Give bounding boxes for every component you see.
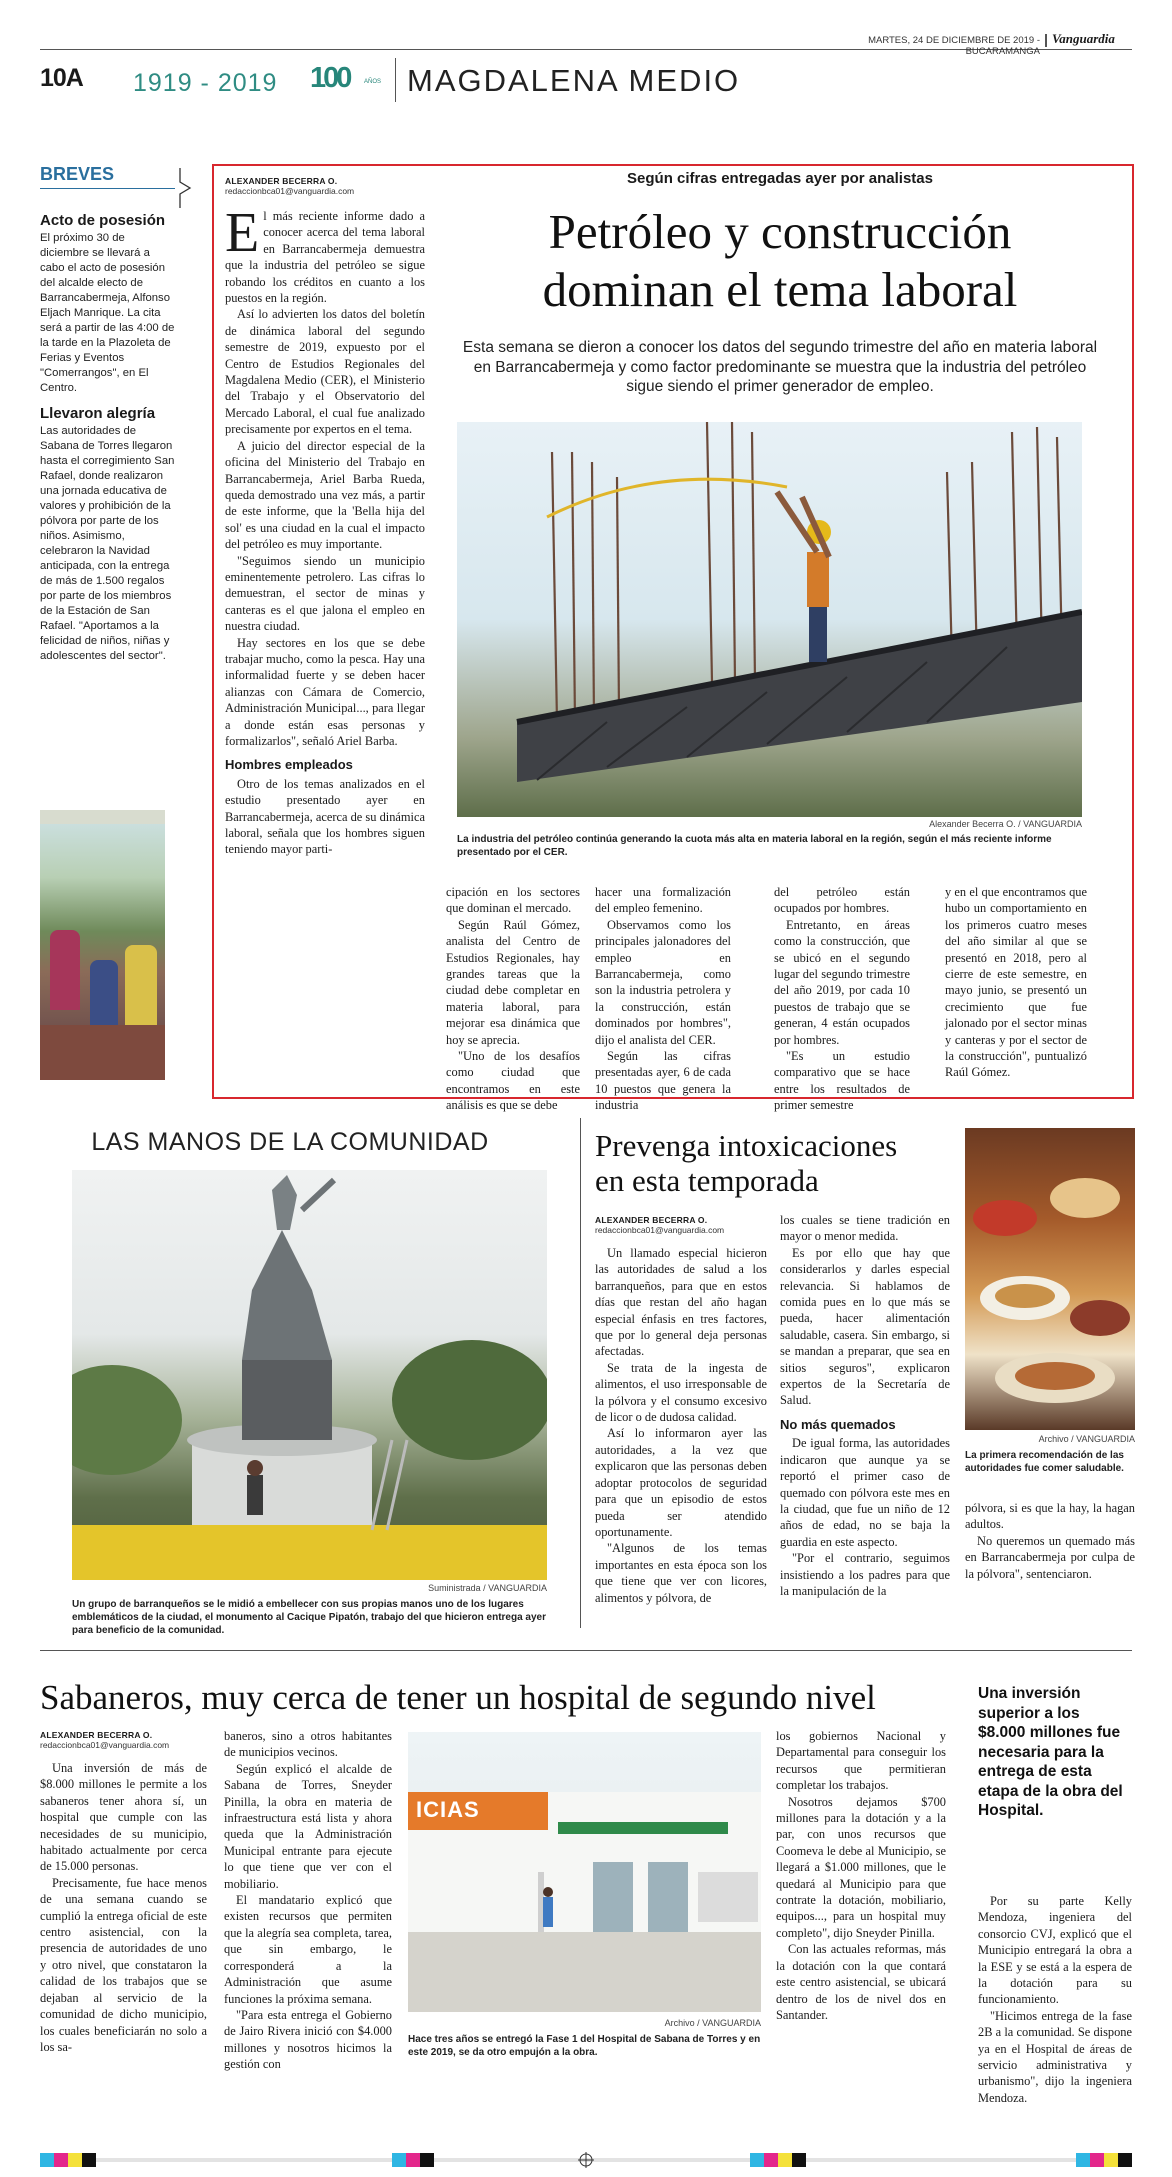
breves-photo <box>40 810 165 1080</box>
lead-paragraph: Así lo advierten los datos del boletín de dinámica laboral del segundo semestre de 2019, expuesto por el Centro de Estudios Regionales del Magdalena Medio (CER), el Ministerio del Trabajo y el Observatorio del Mercado Laboral, el cual fue analizado precisamente por expertos en el tema. <box>225 307 425 437</box>
intox-photo <box>965 1128 1135 1430</box>
dropcap: E <box>225 202 260 264</box>
breve-item <box>40 213 175 396</box>
lead-paragraph: Según las cifras presentadas ayer, 6 de cada 10 puestos que genera la industria <box>595 1049 731 1113</box>
hospital-photo <box>408 1732 761 2012</box>
hospital-byline <box>40 1730 169 1750</box>
intox-paragraph: Así lo informaron ayer las autoridades, a la vez que explicaron que las personas deben adoptar protocolos de seguridad para que un episodio de estos pueda ser atendido oportunamente. <box>595 1426 767 1539</box>
intox-paragraph: pólvora, si es que la hay, la hagan adultos. <box>965 1501 1135 1532</box>
hospital-paragraph: Por su parte Kelly Mendoza, ingeniera del consorcio CVJ, explicó que el Municipio entregará la obra a la ESE y se está a la espera de la dotación para su funcionamiento. <box>978 1894 1132 2007</box>
reg-mark-black <box>420 2153 434 2167</box>
hospital-paragraph: Nosotros dejamos $700 millones para la dotación y a la par, con unos recursos que Coomeva le debe al Municipio, se llegará a $1.000 millones, que le quedará al Municipio para que contrate la dotación, mobiliario, equipos..., para un hospital muy completo", dijo Sneyder Pinilla. <box>776 1794 946 1940</box>
intox-column-2 <box>780 1212 950 1599</box>
intox-headline <box>595 1128 975 1198</box>
lead-photo-caption: La industria del petróleo continúa generando la cuota más alta en materia laboral en la región, según el más reciente informe presentado por el CER. <box>457 834 1052 858</box>
lead-paragraph: "Seguimos siendo un municipio eminentemente petrolero. Las cifras lo demuestran, el sector de minas y canteras es el que jalona el empleo en nuestra ciudad. <box>225 553 425 634</box>
anniversary-logo <box>306 62 386 100</box>
hospital-paragraph: los gobiernos Nacional y Departamental para conseguir los recursos que permitieran completar los trabajos. <box>776 1729 946 1793</box>
hospital-paragraph: Con las actuales reformas, más la dotación con la que contará este centro asistencial, se ubicará dentro de los de nivel dos en Santander. <box>776 1942 946 2022</box>
byline-name: ALEXANDER BECERRA O. <box>595 1215 708 1225</box>
intox-column-3 <box>965 1500 1135 1582</box>
hospital-column-2 <box>224 1728 392 2073</box>
worker-jeans <box>809 607 827 662</box>
breve-text: Las autoridades de Sabana de Torres llegaron hasta el corregimiento San Rafael, donde realizaron una jornada educativa de valores y prohibición de la pólvora por parte de los niños. Asimismo, celebraron la Navidad anticipada, con la entrega de más de 1.500 regalos por parte de los miembros de la Estación de San Rafael. "Aportamos a la felicidad de niños, niñas y adolescentes del sector". <box>40 425 175 662</box>
intox-paragraph: "Por el contrario, seguimos insistiendo a los padres para que la manipulación de la <box>780 1551 950 1598</box>
intox-paragraph: "Algunos de los temas importantes en esta época son los que tiene que ver con licores, alimentos y pólvora, de <box>595 1541 767 1605</box>
anniversary-word: AÑOS <box>364 79 382 85</box>
intox-byline <box>595 1215 724 1235</box>
manos-photo <box>72 1170 547 1580</box>
hospital-sign: ICIAS <box>416 1797 480 1822</box>
date-line: MARTES, 24 DE DICIEMBRE DE 2019 - BUCARAMANGA <box>868 35 1040 57</box>
hospital-headline: Sabaneros, muy cerca de tener un hospital de segundo nivel <box>40 1678 876 1717</box>
page-number: 10A <box>40 64 83 92</box>
reg-mark-magenta <box>1090 2153 1104 2167</box>
monument-scene <box>72 1170 547 1580</box>
intox-subheading: No más quemados <box>780 1416 896 1432</box>
lead-paragraph: cipación en los sectores que dominan el mercado. <box>446 885 580 916</box>
byline-name: ALEXANDER BECERRA O. <box>40 1730 153 1740</box>
lead-column-4 <box>774 884 910 1114</box>
lead-deck: Esta semana se dieron a conocer los datos del segundo trimestre del año en materia laboral en Barrancabermeja y como factor predominante se muestra que la industria del petróleo sigue siendo el primer generador de empleo. <box>462 339 1098 395</box>
lead-paragraph: hacer una formalización del empleo femenino. <box>595 885 731 916</box>
reg-mark-cyan <box>1076 2153 1090 2167</box>
crowd-figure <box>50 930 80 1010</box>
page-header <box>0 0 1172 100</box>
hospital-scene <box>408 1732 761 2012</box>
reg-mark-black <box>792 2153 806 2167</box>
manos-photo-credit: Suministrada / VANGUARDIA <box>428 1583 547 1593</box>
lead-paragraph: Otro de los temas analizados en el estudio presentado ayer en Barrancabermeja, acerca de su dinámica laboral, señala que los hombres siguen teniendo mayor parti- <box>225 776 425 857</box>
section-title: MAGDALENA MEDIO <box>407 63 741 98</box>
lead-paragraph: A juicio del director especial de la oficina del Ministerio del Trabajo en Barrancabermeja, Ariel Barba Rueda, queda demostrado una vez más, a partir de este informe, que la 'Bella hija del sol' es una ciudad en la cual el impacto del petróleo es muy importante. <box>225 438 425 552</box>
crowd-ground <box>40 1025 165 1080</box>
bracket-icon <box>178 168 194 208</box>
column-rule <box>580 1118 581 1628</box>
food-scene <box>965 1128 1135 1430</box>
lead-paragraph: Observamos como los principales jalonadores del empleo en Barrancabermeja, como son la industria petrolera y la construcción, están dominados por hombres", dijo el analista del CER. <box>595 917 731 1047</box>
lead-column-1 <box>225 202 425 858</box>
registration-target-icon <box>578 2152 594 2168</box>
brand-logo: Vanguardia <box>1052 31 1115 46</box>
reg-mark-cyan <box>750 2153 764 2167</box>
headline-line: Prevenga intoxicaciones <box>595 1128 898 1163</box>
lead-kicker: Según cifras entregadas ayer por analistas <box>627 170 933 187</box>
section-rule <box>40 1650 1132 1651</box>
intox-paragraph: los cuales se tiene tradición en mayor o menor medida. <box>780 1213 950 1244</box>
lead-paragraph: "Es un estudio comparativo que se hace entre los resultados de primer semestre <box>774 1049 910 1113</box>
reg-mark-cyan <box>392 2153 406 2167</box>
lead-headline <box>440 203 1120 319</box>
lead-column-2 <box>446 884 580 1114</box>
anniversary-number: 100 <box>310 62 350 94</box>
intox-photo-credit: Archivo / VANGUARDIA <box>1038 1434 1135 1444</box>
hospital-paragraph: "Para esta entrega el Gobierno de Jairo Rivera inició con $4.000 millones y nosotros hicimos la gestión con <box>224 2007 392 2072</box>
byline-mail: redaccionbca01@vanguardia.com <box>40 1740 170 1750</box>
lead-subheading: Hombres empleados <box>225 757 353 773</box>
breve-item <box>40 406 175 664</box>
reg-mark-yellow <box>68 2153 82 2167</box>
hospital-paragraph: Precisamente, fue hace menos de una semana cuando se cumplió la entrega oficial de este centro asistencial, con la presencia de autoridades de uno y otro nivel, que constataron la calidad de los trabajos que se dejaban al servicio de la comunidad de dicho municipio, los cuales beneficiarán no solo a los sa- <box>40 1875 207 2054</box>
intox-paragraph: Se trata de la ingesta de alimentos, el uso irresponsable de la pólvora y el consumo excesivo de licor o de dudosa calidad. <box>595 1360 767 1425</box>
lead-byline <box>225 176 354 196</box>
worker-vest <box>807 552 829 607</box>
byline-mail: redaccionbca01@vanguardia.com <box>595 1225 725 1235</box>
hospital-photo-credit: Archivo / VANGUARDIA <box>664 2018 761 2028</box>
intox-paragraph: De igual forma, las autoridades indicaron que aunque ya se reportó el primer caso de quemado con pólvora este mes en la ciudad, que fue un niño de 12 años de edad, no se baja la guardia en este aspecto. <box>780 1436 950 1549</box>
reg-mark-yellow <box>1104 2153 1118 2167</box>
headline-line: Petróleo y construcción <box>548 204 1012 259</box>
hospital-paragraph: Una inversión de más de $8.000 millones le permite a los sabaneros tener ahora sí, un hospital que cumple con las necesidades de su municipio, habitado actualmente por cerca de 15.000 personas. <box>40 1761 207 1874</box>
intox-paragraph: Es por ello que hay que considerarlos y darles especial relevancia. Si hablamos de comida pues en lo que más se pueda, hacer alimentación saludable, casera. Sin embargo, si se mandan a preparar, que sea en sitios seguros", explicaron expertos de la Secretaría de Salud. <box>780 1245 950 1408</box>
hospital-highlight: Una inversión superior a los $8.000 millones fue necesaria para la entrega de esta etapa de la obra del Hospital. <box>978 1685 1123 1819</box>
intox-paragraph: Un llamado especial hicieron las autoridades de salud a los barranqueños, para que en estos días que restan del año hagan especial énfasis en tres factores, que por lo general deja personas afectadas. <box>595 1246 767 1359</box>
byline-mail: redaccionbca01@vanguardia.com <box>225 186 355 196</box>
lead-column-3 <box>595 884 731 1114</box>
lead-paragraph: Hay sectores en los que se debe trabajar mucho, como la pesca. Hay una informalidad fuerte y se deben hacer alianzas con Cámara de Comercio, Administración Municipal..., para llegar a donde están esas personas y formalizarlos", señaló Ariel Barba. <box>225 635 425 748</box>
header-divider <box>1045 34 1047 47</box>
breve-title: Acto de posesión <box>40 212 166 229</box>
lead-paragraph: Entretanto, en áreas como la construcción, que se ubicó en el segundo lugar del segundo trimestre del año 2019, por cada 10 puestos de trabajo que se generan, 4 están ocupados por hombres. <box>774 917 910 1047</box>
reg-mark-magenta <box>54 2153 68 2167</box>
reg-mark-black <box>1118 2153 1132 2167</box>
manos-photo-caption: Un grupo de barranqueños se le midió a embellecer con sus propias manos uno de los lugares emblemáticos de la ciudad, el monumento al Cacique Pipatón, trabajo del que hicieron entrega ayer para beneficio de la comunidad. <box>72 1599 547 1636</box>
lead-photo-credit: Alexander Becerra O. / VANGUARDIA <box>929 819 1082 829</box>
hospital-column-1 <box>40 1760 207 2055</box>
lead-paragraph: del petróleo están ocupados por hombres. <box>774 885 910 916</box>
lead-photo <box>457 422 1082 817</box>
hospital-paragraph: Según explicó el alcalde de Sabana de Torres, Sneyder Pinilla, la obra en materia de infraestructura está lista y ahora queda que la Administración Municipal entrante para ejecute lo que tiene que ver con el mobiliario. <box>224 1761 392 1891</box>
reg-mark-cyan <box>40 2153 54 2167</box>
hospital-paragraph: baneros, sino a otros habitantes de municipios vecinos. <box>224 1729 392 1760</box>
lead-column-5 <box>945 884 1087 1081</box>
headline-line: dominan el tema laboral <box>542 262 1018 317</box>
hospital-column-4 <box>978 1893 1132 2106</box>
crowd-figure <box>90 960 118 1030</box>
reg-mark-magenta <box>764 2153 778 2167</box>
headline-line: en esta temporada <box>595 1163 819 1198</box>
hospital-photo-caption: Hace tres años se entregó la Fase 1 del Hospital de Sabana de Torres y en este 2019, se da otro empujón a la obra. <box>408 2034 761 2058</box>
reg-mark-magenta <box>406 2153 420 2167</box>
intox-column-1 <box>595 1245 767 1606</box>
intox-photo-caption: La primera recomendación de las autoridades fue comer saludable. <box>965 1450 1124 1474</box>
lead-paragraph: l más reciente informe dado a conocer acerca del tema laboral en Barrancabermeja demuestra que la industria del petróleo se sigue robando los créditos en cuanto a los puestos en la región. <box>225 209 425 306</box>
reg-mark-black <box>82 2153 96 2167</box>
lead-paragraph: "Uno de los desafíos como ciudad que encontramos en este análisis es que se debe <box>446 1049 580 1113</box>
breve-title: Llevaron alegría <box>40 405 156 422</box>
hospital-column-3 <box>776 1728 946 2023</box>
lead-paragraph: Según Raúl Gómez, analista del Centro de Estudios Regionales, hay grandes tareas que la ciudad debe completar en materia laboral, para mejorar esa dinámica que hoy se aprecia. <box>446 917 580 1047</box>
years-label: 1919 - 2019 <box>133 69 278 97</box>
section-divider <box>395 58 396 102</box>
construction-scene <box>457 422 1082 817</box>
lead-paragraph: y en el que encontramos que hubo un comportamiento en los primeros cuatro meses del año similar al que se presentó en 2018, pero al cierre de este semestre, en mayo junio, se presentó un crecimiento que fue jalonado por el sector minas y canteras y por el sector de la construcción", puntualizó Raúl Gómez. <box>945 885 1087 1080</box>
reg-mark-yellow <box>778 2153 792 2167</box>
hospital-paragraph: El mandatario explicó que existen recursos que permiten que la alegría sea completa, tarea, que sin embargo, le corresponderá a la Administración que asume funciones la próxima semana. <box>224 1893 392 2006</box>
hospital-paragraph: "Hicimos entrega de la fase 2B a la comunidad. Se dispone ya en el Hospital de áreas de servicio administrativa y urbanismo", dijo la ingeniera Mendoza. <box>978 2008 1132 2105</box>
breve-text: El próximo 30 de diciembre se llevará a cabo el acto de posesión del alcalde electo de Barrancabermeja, Alfonso Eljach Manrique. La cita será a partir de las 4:00 de la tarde en la Plazoleta de Ferias y Eventos "Comerrangos", en El Centro. <box>40 232 175 394</box>
manos-title: LAS MANOS DE LA COMUNIDAD <box>91 1128 489 1156</box>
intox-paragraph: No queremos un quemado más en Barrancabermeja por culpa de la pólvora", sentenciaron. <box>965 1533 1135 1581</box>
byline-name: ALEXANDER BECERRA O. <box>225 176 338 186</box>
breves-label: BREVES <box>40 164 175 189</box>
tent-roof <box>40 810 165 824</box>
